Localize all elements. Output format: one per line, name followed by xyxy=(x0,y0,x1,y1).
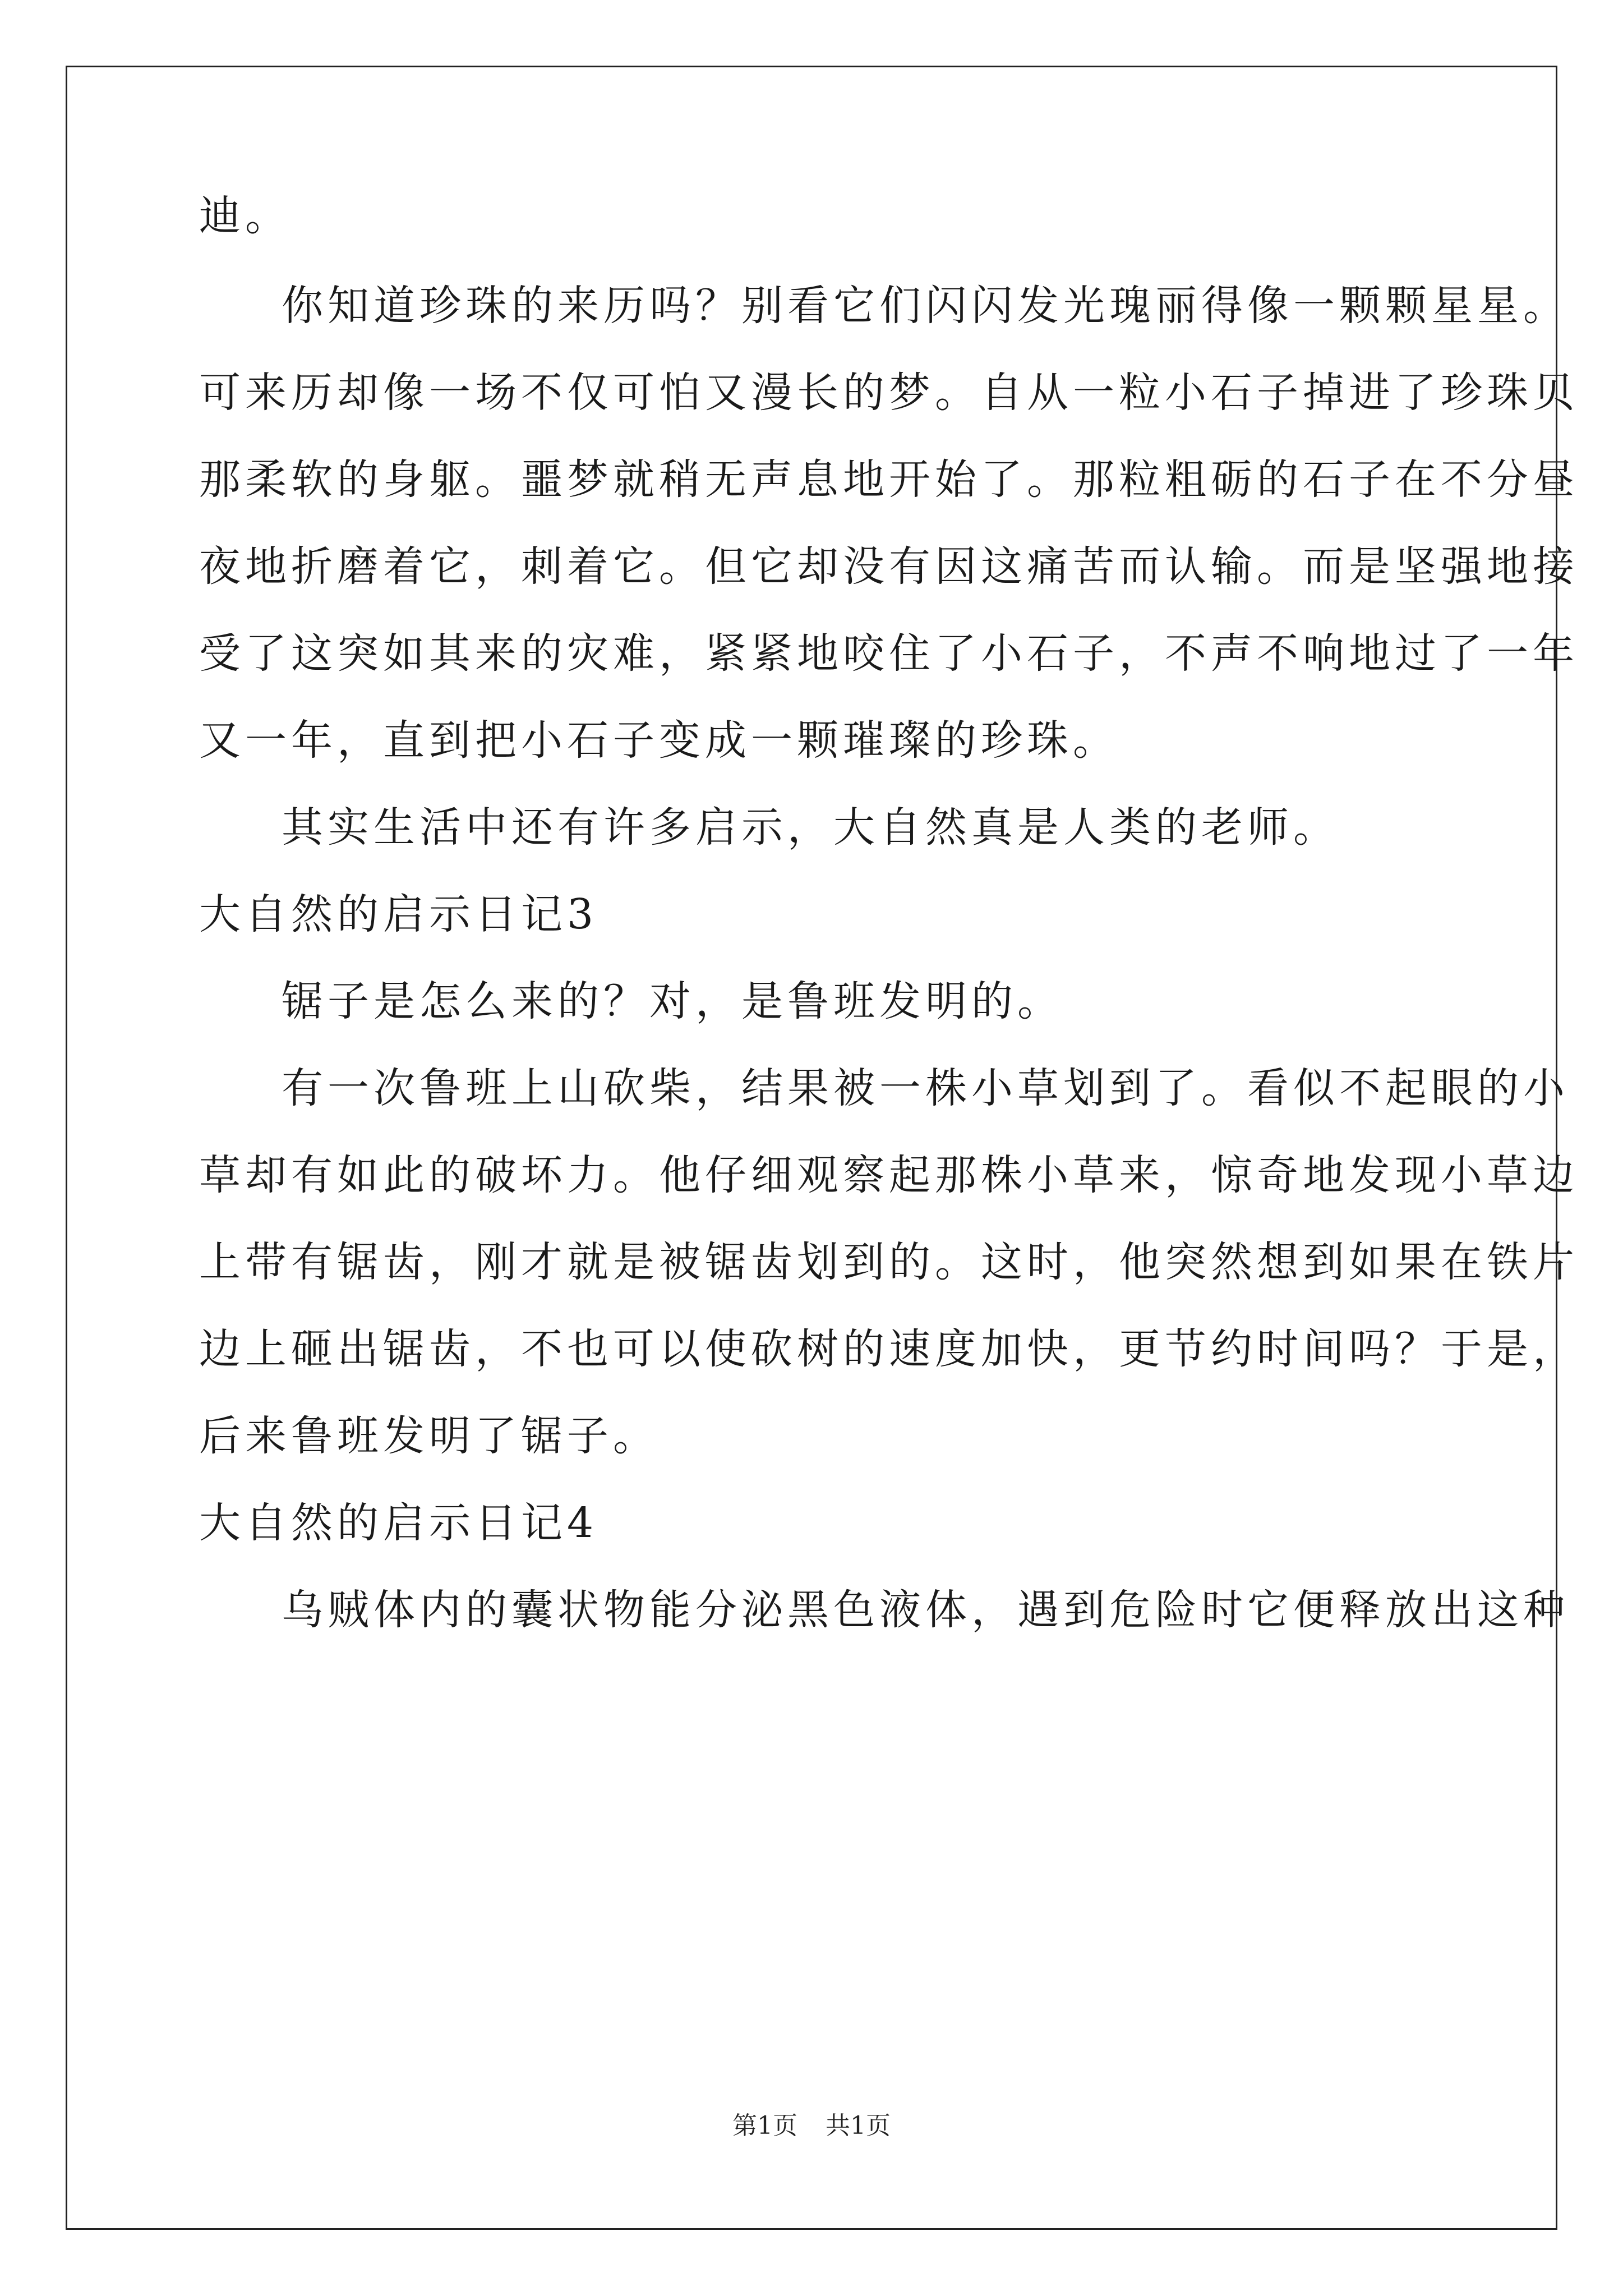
section-heading: 大自然的启示日记3 xyxy=(199,890,598,938)
paragraph-line: 乌贼体内的囊状物能分泌黑色液体，遇到危险时它便释放出这种 xyxy=(282,1586,1569,1634)
paragraph-line: 夜地折磨着它，刺着它。但它却没有因这痛苦而认输。而是坚强地接 xyxy=(199,542,1579,591)
page-number: 第1页 xyxy=(732,2111,797,2140)
paragraph-line: 那柔软的身躯。噩梦就稍无声息地开始了。那粒粗砺的石子在不分昼 xyxy=(199,455,1579,504)
paragraph-line: 又一年，直到把小石子变成一颗璀璨的珍珠。 xyxy=(199,716,1119,765)
paragraph-line: 你知道珍珠的来历吗？别看它们闪闪发光瑰丽得像一颗颗星星。 xyxy=(282,282,1569,330)
paragraph-line: 锯子是怎么来的？对，是鲁班发明的。 xyxy=(282,977,1063,1025)
paragraph-line: 后来鲁班发明了锯子。 xyxy=(199,1412,659,1460)
page-footer xyxy=(0,2109,1623,2143)
section-heading: 大自然的启示日记4 xyxy=(199,1499,598,1547)
paragraph-line: 迪。 xyxy=(199,192,291,240)
paragraph-line: 边上砸出锯齿，不也可以使砍树的速度加快，更节约时间吗？于是， xyxy=(199,1325,1579,1373)
paragraph-line: 其实生活中还有许多启示，大自然真是人类的老师。 xyxy=(282,803,1339,852)
paragraph-line: 上带有锯齿，刚才就是被锯齿划到的。这时，他突然想到如果在铁片 xyxy=(199,1238,1579,1286)
paragraph-line: 可来历却像一场不仅可怕又漫长的梦。自从一粒小石子掉进了珍珠贝 xyxy=(199,369,1579,417)
paragraph-line: 受了这突如其来的灾难，紧紧地咬住了小石子，不声不响地过了一年 xyxy=(199,629,1579,678)
page-total: 共1页 xyxy=(826,2111,891,2140)
paragraph-line: 有一次鲁班上山砍柴，结果被一株小草划到了。看似不起眼的小 xyxy=(282,1064,1569,1112)
paragraph-line: 草却有如此的破坏力。他仔细观察起那株小草来，惊奇地发现小草边 xyxy=(199,1151,1579,1199)
